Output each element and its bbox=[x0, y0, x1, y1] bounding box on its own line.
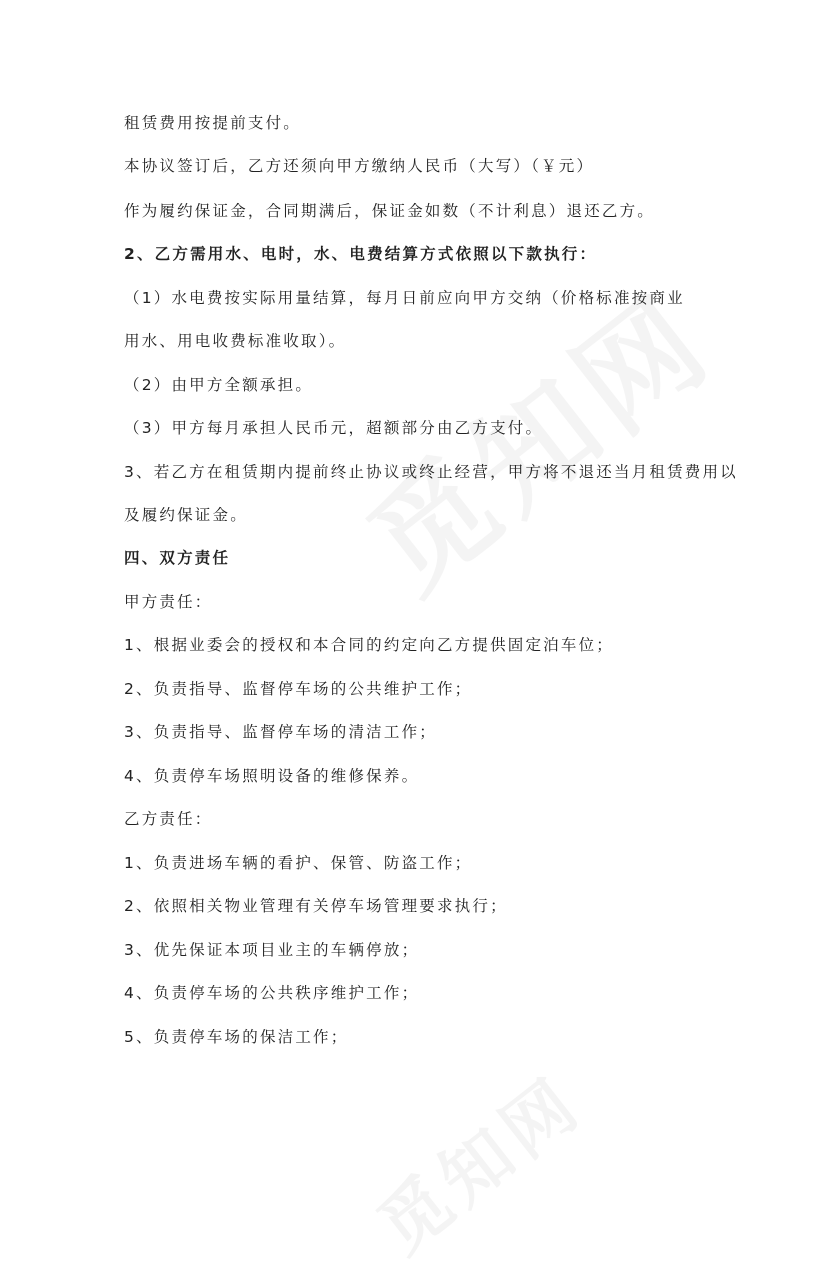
paragraph-line: 及履约保证金。 bbox=[124, 506, 248, 524]
subsection-label: 乙方责任： bbox=[124, 810, 213, 828]
paragraph-line: 租赁费用按提前支付。 bbox=[124, 114, 302, 132]
list-item: 2、负责指导、监督停车场的公共维护工作； bbox=[124, 680, 473, 698]
paragraph-line: （3）甲方每月承担人民币元，超额部分由乙方支付。 bbox=[124, 419, 544, 437]
list-item: 5、负责停车场的保洁工作； bbox=[124, 1028, 349, 1046]
paragraph-line: （1）水电费按实际用量结算，每月日前应向甲方交纳（价格标准按商业 bbox=[124, 289, 685, 307]
section-heading: 2、乙方需用水、电时，水、电费结算方式依照以下款执行： bbox=[124, 245, 598, 263]
subsection-label: 甲方责任： bbox=[124, 593, 213, 611]
paragraph-line: 3、若乙方在租赁期内提前终止协议或终止经营，甲方将不退还当月租赁费用以 bbox=[124, 463, 738, 481]
paragraph-line: 用水、用电收费标准收取）。 bbox=[124, 332, 347, 350]
list-item: 2、依照相关物业管理有关停车场管理要求执行； bbox=[124, 897, 508, 915]
list-item: 3、优先保证本项目业主的车辆停放； bbox=[124, 941, 420, 959]
list-item: 1、负责进场车辆的看护、保管、防盗工作； bbox=[124, 854, 473, 872]
section-heading: 四、双方责任 bbox=[124, 549, 231, 567]
list-item: 3、负责指导、监督停车场的清洁工作； bbox=[124, 723, 437, 741]
paragraph-line: （2）由甲方全额承担。 bbox=[124, 376, 314, 394]
list-item: 1、根据业委会的授权和本合同的约定向乙方提供固定泊车位； bbox=[124, 636, 614, 654]
watermark-bottom bbox=[354, 1049, 601, 1272]
paragraph-line: 本协议签订后，乙方还须向甲方缴纳人民币（大写）（￥元） bbox=[124, 157, 595, 175]
list-item: 4、负责停车场照明设备的维修保养。 bbox=[124, 767, 420, 785]
paragraph-line: 作为履约保证金，合同期满后，保证金如数（不计利息）退还乙方。 bbox=[124, 202, 656, 220]
list-item: 4、负责停车场的公共秩序维护工作； bbox=[124, 984, 420, 1002]
